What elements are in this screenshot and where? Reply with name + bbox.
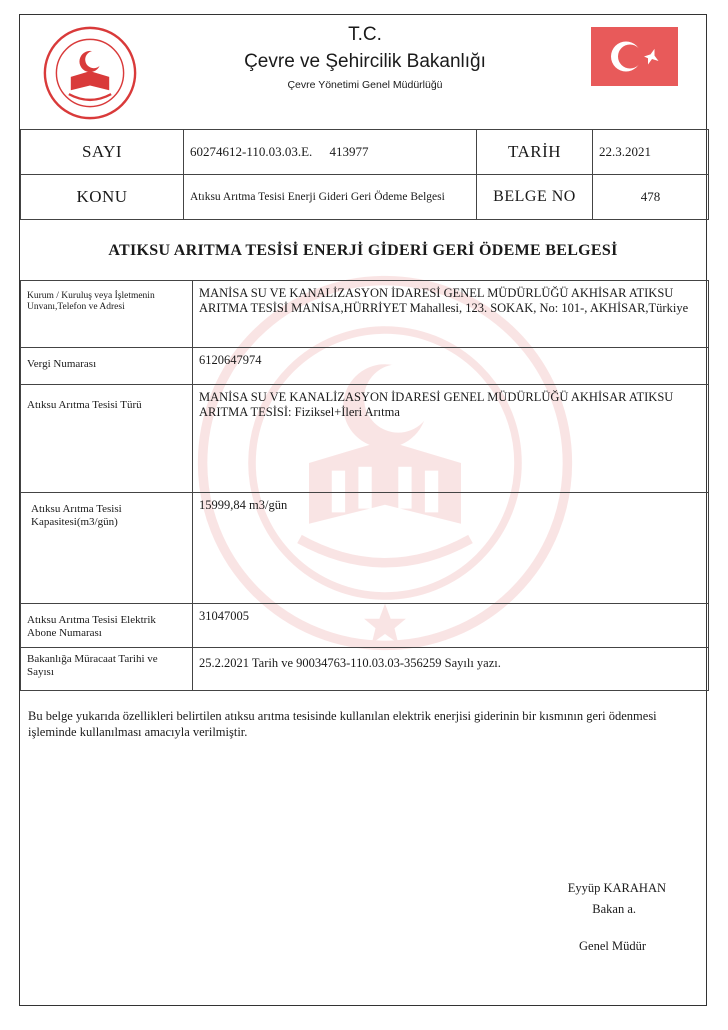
application-value: 25.2.2021 Tarih ve 90034763-110.03.03-356259 Sayılı yazı. — [193, 648, 709, 691]
subscriber-number-label: Atıksu Arıtma Tesisi Elektrik Abone Numarası — [21, 604, 193, 648]
ministry-name: Çevre ve Şehircilik Bakanlığı — [244, 51, 486, 72]
subscriber-number-value: 31047005 — [193, 604, 709, 648]
belge-no-label: BELGE NO — [477, 175, 593, 220]
tax-number-label: Vergi Numarası — [21, 348, 193, 385]
directorate-name: Çevre Yönetimi Genel Müdürlüğü — [287, 79, 443, 91]
sayi-cell — [184, 130, 477, 175]
konu-label: KONU — [21, 175, 184, 220]
info-row-institution — [21, 281, 709, 348]
purpose-note: Bu belge yukarıda özellikleri belirtilen atıksu arıtma tesisinde kullanılan elektrik enerjisi giderinin bir kısmının geri ödenmesi işleminde kullanılması amacıyla verilmiştir. — [28, 709, 657, 739]
turkish-flag-icon — [591, 27, 678, 86]
info-row-subscriber-number — [21, 604, 709, 648]
document-title: ATIKSU ARITMA TESİSİ ENERJİ GİDERİ GERİ ÖDEME BELGESİ — [20, 221, 706, 281]
konu-value: Atıksu Arıtma Tesisi Enerji Gideri Geri Ödeme Belgesi — [184, 175, 477, 220]
belge-no-value: 478 — [593, 175, 709, 220]
header-line-tc: T.C. — [348, 24, 382, 45]
info-row-facility-type — [21, 385, 709, 493]
info-row-tax-number — [21, 348, 709, 385]
document-meta-table — [20, 129, 709, 220]
institution-label: Kurum / Kuruluş veya İşletmenin Unvanı,Telefon ve Adresi — [21, 281, 193, 348]
ministry-seal-icon — [42, 25, 138, 121]
capacity-value: 15999,84 m3/gün — [193, 493, 709, 604]
info-row-application — [21, 648, 709, 691]
sayi-number: 413977 — [329, 144, 369, 159]
document-header — [20, 15, 706, 130]
meta-row-konu — [21, 175, 709, 220]
sayi-value: 60274612-110.03.03.E. — [190, 144, 313, 159]
tarih-value: 22.3.2021 — [593, 130, 709, 175]
signatory-role: Bakan a. — [592, 902, 636, 916]
document-page — [19, 14, 707, 1006]
info-row-capacity — [21, 493, 709, 604]
capacity-label: Atıksu Arıtma Tesisi Kapasitesi(m3/gün) — [21, 493, 193, 604]
sayi-label: SAYI — [21, 130, 184, 175]
institution-value: MANİSA SU VE KANALİZASYON İDARESİ GENEL MÜDÜRLÜĞÜ AKHİSAR ATIKSU ARITMA TESİSİ MANİSA,HÜRRİYET Mahallesi, 123. SOKAK, No: 101-, AKHİSAR,Türkiye — [193, 281, 709, 348]
signatory-title: Genel Müdür — [579, 939, 646, 953]
tarih-label: TARİH — [477, 130, 593, 175]
application-label: Bakanlığa Müracaat Tarihi ve Sayısı — [21, 648, 193, 691]
signatory-name: Eyyüp KARAHAN — [567, 881, 666, 895]
facility-info-table — [20, 280, 709, 691]
facility-type-label: Atıksu Arıtma Tesisi Türü — [21, 385, 193, 493]
facility-type-value: MANİSA SU VE KANALİZASYON İDARESİ GENEL MÜDÜRLÜĞÜ AKHİSAR ATIKSU ARITMA TESİSİ: Fiziksel+İleri Arıtma — [193, 385, 709, 493]
tax-number-value: 6120647974 — [193, 348, 709, 385]
meta-row-sayi — [21, 130, 709, 175]
